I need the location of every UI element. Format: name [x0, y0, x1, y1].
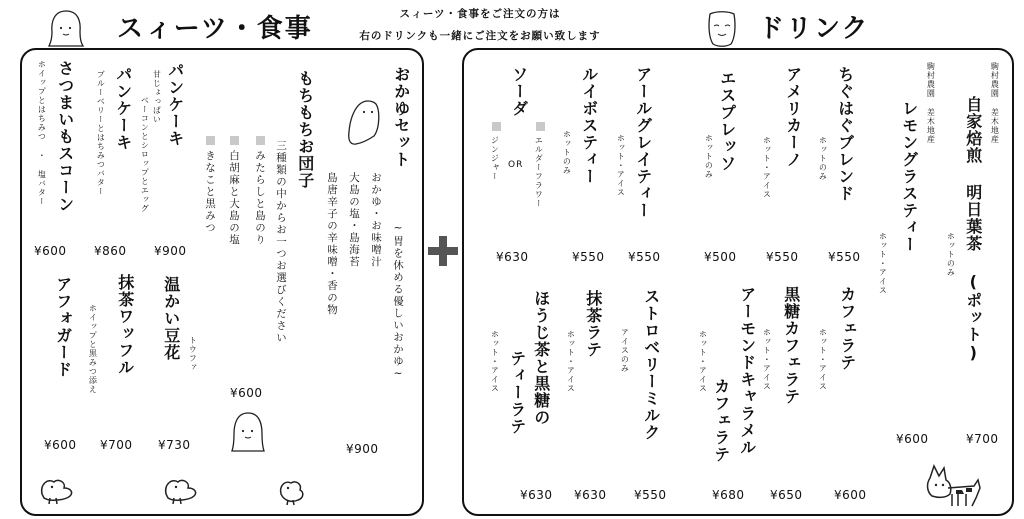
rooibos-sub: ホットのみ: [562, 130, 572, 175]
bird-doodle-2: [160, 474, 200, 506]
strawberry-milk-name: ストロベリーミルク: [641, 288, 661, 441]
hojicha-latte-name: ほうじ茶と黒糖の: [531, 290, 551, 426]
douhua-name: 温かい豆花: [161, 276, 181, 361]
dango-option3: きなこと黒みつ: [204, 150, 217, 234]
dango-option3-marker: [206, 136, 215, 145]
ghost-doodle-bottom: [230, 410, 266, 454]
espresso-name: エスプレッソ: [717, 70, 737, 172]
cafelatte-name: カフェラテ: [837, 286, 857, 371]
douhua-sub: トウファ: [188, 336, 198, 372]
almond-caramel-name2: カフェラテ: [711, 378, 731, 463]
almond-caramel-sub: ホット・アイス: [698, 330, 708, 393]
americano-sub: ホット・アイス: [762, 136, 772, 199]
scone-price: ¥600: [34, 244, 67, 258]
okayu-desc1: おかゆ・お味噌汁: [370, 172, 383, 268]
dango-option1-marker: [256, 136, 265, 145]
rooibos-price: ¥550: [572, 250, 605, 264]
okayu-desc3: 島唐辛子の辛味噌・香の物: [326, 172, 339, 316]
matcha-waffle-name: 抹茶ワッフル: [115, 274, 135, 376]
pancake-blueberry-name: パンケーキ: [113, 66, 133, 151]
pancake-bacon-name: パンケーキ: [165, 62, 185, 147]
cup-face-doodle-header: [704, 8, 740, 48]
drink-title: ドリンク: [758, 14, 870, 44]
strawberry-milk-sub: アイスのみ: [620, 328, 630, 373]
okayu-name: おかゆセット: [391, 66, 411, 168]
pancake-blueberry-sub: ブルーベリーとはちみつバター: [96, 70, 106, 196]
dango-desc: 三種類の中からお一つお選びください: [275, 140, 288, 344]
chiguhagu-name: ちぐはぐブレンド: [835, 66, 855, 202]
hojicha-latte-sub: ホット・アイス: [490, 330, 500, 393]
pancake-bacon-sub1: 甘じょっぱい: [152, 70, 162, 124]
soda-price: ¥630: [496, 250, 529, 264]
ashitaba-name: 自家焙煎 明日葉茶 (ポット): [963, 96, 983, 363]
douhua-price: ¥730: [158, 438, 191, 452]
americano-name: アメリカーノ: [783, 66, 803, 168]
soda-name: ソーダ: [509, 66, 529, 117]
order-notice-line2: 右のドリンクも一緒にご注文をお願い致します: [359, 30, 601, 42]
pancake-blueberry-price: ¥860: [94, 244, 127, 258]
earlgrey-price: ¥550: [628, 250, 661, 264]
matcha-latte-name: 抹茶ラテ: [583, 290, 603, 358]
pancake-bacon-sub2: ベーコンとシロップとエッグ: [140, 96, 150, 213]
espresso-sub: ホットのみ: [704, 134, 714, 179]
affogato-price: ¥600: [44, 438, 77, 452]
lemongrass-sub: ホット・アイス: [878, 232, 888, 295]
lemongrass-name: レモングラスティー: [899, 100, 919, 253]
kokuto-latte-sub: ホット・アイス: [762, 328, 772, 391]
ashitaba-price: ¥700: [966, 432, 999, 446]
scone-name: さつまいもスコーン: [55, 60, 75, 213]
dango-option1: みたらしと島のり: [254, 150, 267, 246]
hojicha-latte-price: ¥630: [520, 488, 553, 502]
okayu-price: ¥900: [346, 442, 379, 456]
pancake-bacon-price: ¥900: [154, 244, 187, 258]
order-notice: [330, 3, 630, 47]
bird-doodle-1: [36, 474, 76, 506]
matcha-waffle-sub: ホイップと黒みつ添え: [88, 304, 98, 394]
matcha-latte-price: ¥630: [574, 488, 607, 502]
earlgrey-sub: ホット・アイス: [616, 134, 626, 197]
chiguhagu-sub: ホットのみ: [818, 136, 828, 181]
kokuto-latte-price: ¥650: [770, 488, 803, 502]
dango-price: ¥600: [230, 386, 263, 400]
cafelatte-price: ¥600: [834, 488, 867, 502]
sweets-food-title: スィーツ・食事: [117, 14, 313, 44]
ashitaba-origin: 駒村農園 差木地産: [990, 62, 1000, 144]
lemongrass-origin: 駒村農園 差木地産: [926, 62, 936, 144]
order-notice-line1: スィーツ・食事をご注文の方は: [399, 8, 561, 20]
almond-caramel-name: アーモンドキャラメル: [737, 286, 757, 456]
dango-name: もちもちお団子: [295, 70, 315, 189]
affogato-name: アフォガード: [53, 276, 73, 378]
kokuto-latte-name: 黒糖カフェラテ: [781, 286, 801, 405]
plus-icon: [428, 236, 458, 266]
soda-option1-marker: [536, 122, 545, 131]
dango-option2: 白胡麻と大島の塩: [228, 150, 241, 246]
americano-price: ¥550: [766, 250, 799, 264]
chiguhagu-price: ¥550: [828, 250, 861, 264]
soda-option2: ジンジャー: [490, 136, 500, 181]
dango-option2-marker: [230, 136, 239, 145]
soda-or: OR: [508, 160, 524, 170]
ashitaba-sub: ホットのみ: [946, 232, 956, 277]
soda-option2-marker: [492, 122, 501, 131]
dog-doodle: [922, 464, 984, 508]
almond-caramel-price: ¥680: [712, 488, 745, 502]
matcha-waffle-price: ¥700: [100, 438, 133, 452]
hojicha-latte-name2: ティーラテ: [507, 350, 527, 435]
okayu-tagline: ~胃を休める優しいおかゆ~: [392, 222, 405, 381]
ghost-doodle-okayu: [346, 98, 382, 148]
cafelatte-sub: ホット・アイス: [818, 328, 828, 391]
soda-option1: エルダーフラワー: [534, 136, 544, 208]
okayu-desc2: 大島の塩・島海苔: [348, 172, 361, 268]
lemongrass-price: ¥600: [896, 432, 929, 446]
ghost-doodle-header-left: [46, 8, 86, 48]
scone-sub: ホイップとはちみつ ・ 塩バター: [37, 60, 47, 206]
rooibos-name: ルイボスティー: [579, 66, 599, 185]
espresso-price: ¥500: [704, 250, 737, 264]
strawberry-milk-price: ¥550: [634, 488, 667, 502]
bird-doodle-3: [276, 476, 306, 506]
earlgrey-name: アールグレイティー: [633, 66, 653, 219]
matcha-latte-sub: ホット・アイス: [566, 330, 576, 393]
